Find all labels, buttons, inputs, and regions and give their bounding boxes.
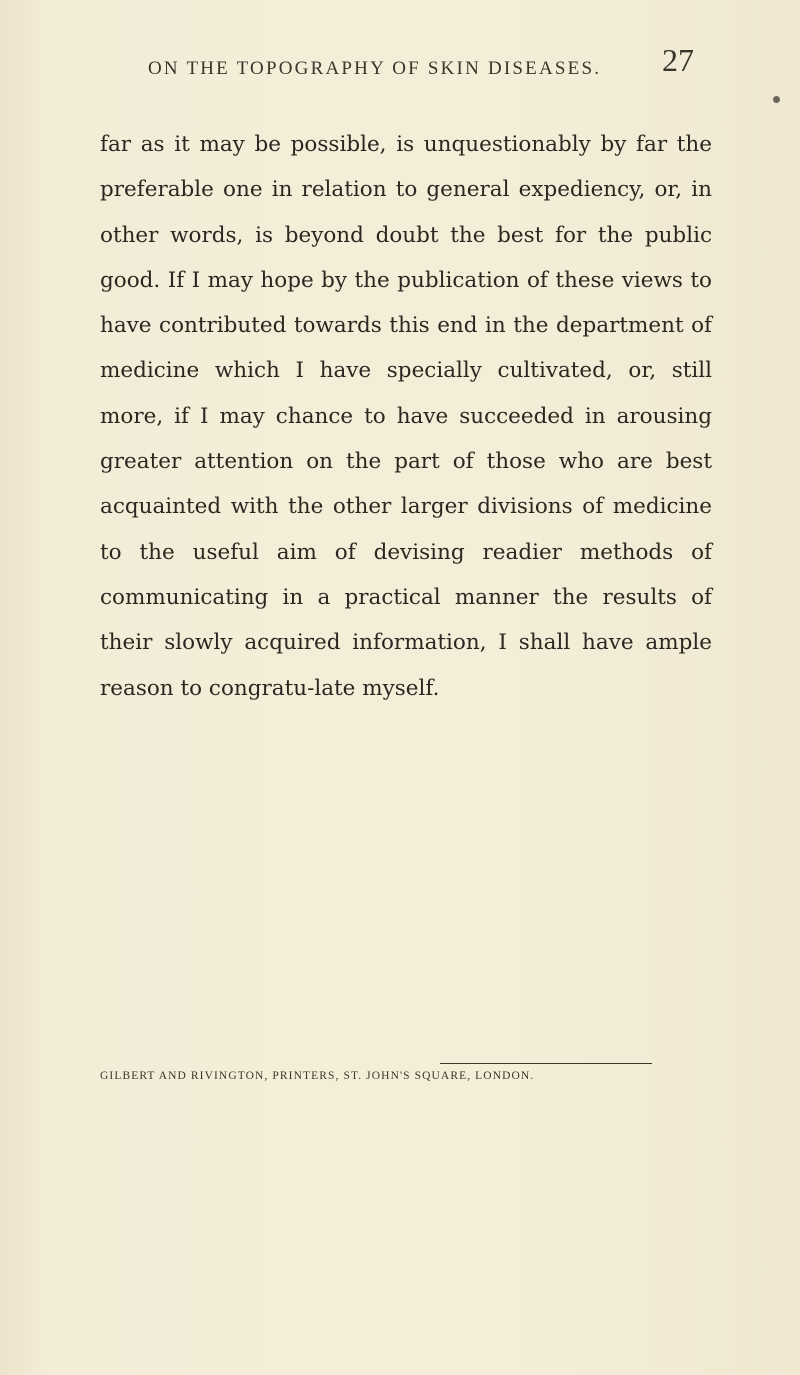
page-number: 27 [662,42,694,78]
printer-imprint: GILBERT AND RIVINGTON, PRINTERS, ST. JOHN'S SQUARE, LONDON. [100,1070,535,1082]
ink-spot [773,96,780,103]
running-header: ON THE TOPOGRAPHY OF SKIN DISEASES. [148,58,602,79]
body-paragraph: far as it may be possible, is unquestionably by far the preferable one in relation to general expediency, or, in other words, is beyond doubt the best for the public good. If I may hope by the publication of these views to have contributed towards this end in the department of medicine which I have specially cultivated, or, still more, if I may chance to have succeeded in arousing greater attention on the part of those who are best acquainted with the other larger divisions of medicine to the useful aim of devising readier methods of communicating in a practical manner the results of their slowly acquired information, I shall have ample reason to congratu-late myself. [100,132,712,701]
body-text [100,122,712,711]
footer-rule [440,1063,652,1064]
